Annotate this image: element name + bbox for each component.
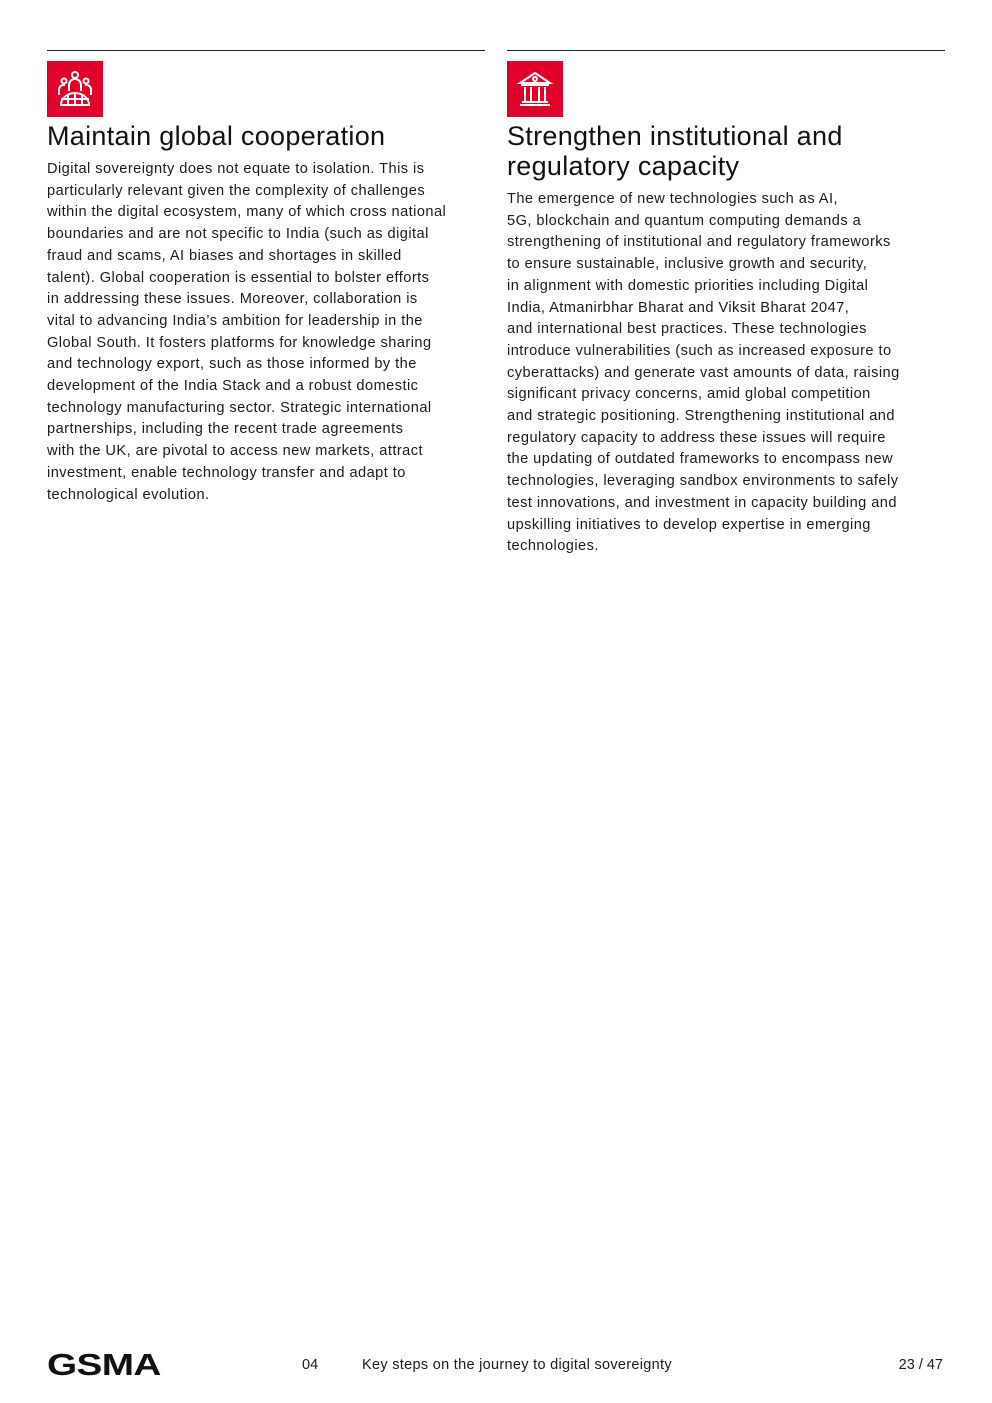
gsma-logo: GSMA bbox=[47, 1347, 161, 1382]
body-line: technological evolution. bbox=[47, 486, 210, 503]
section-global-cooperation bbox=[47, 50, 485, 506]
title-line: regulatory capacity bbox=[507, 151, 740, 181]
body-line: technologies. bbox=[507, 538, 599, 555]
divider bbox=[47, 50, 485, 51]
section-body bbox=[507, 189, 945, 558]
body-line: talent). Global cooperation is essential to bolster efforts bbox=[47, 269, 430, 286]
section-title bbox=[47, 121, 485, 151]
body-line: with the UK, are pivotal to access new markets, attract bbox=[47, 443, 423, 460]
body-line: partnerships, including the recent trade agreements bbox=[47, 421, 404, 438]
divider bbox=[507, 50, 945, 51]
people-globe-icon bbox=[47, 61, 103, 117]
body-line: vital to advancing India’s ambition for leadership in the bbox=[47, 312, 423, 329]
body-line: investment, enable technology transfer and adapt to bbox=[47, 464, 406, 481]
body-line: particularly relevant given the complexity of challenges bbox=[47, 182, 426, 199]
body-line: test innovations, and investment in capacity building and bbox=[507, 494, 897, 511]
body-line: technology manufacturing sector. Strategic international bbox=[47, 399, 432, 416]
body-line: 5G, blockchain and quantum computing demands a bbox=[507, 212, 862, 229]
body-line: within the digital ecosystem, many of which cross national bbox=[47, 204, 447, 221]
page-number: 23 / 47 bbox=[898, 1357, 943, 1373]
body-line: to ensure sustainable, inclusive growth and security, bbox=[507, 256, 868, 273]
body-line: The emergence of new technologies such as AI, bbox=[507, 191, 838, 207]
section-institutional-capacity bbox=[507, 50, 945, 558]
body-line: the updating of outdated frameworks to encompass new bbox=[507, 451, 894, 468]
body-line: and technology export, such as those informed by the bbox=[47, 356, 417, 373]
body-line: strengthening of institutional and regulatory frameworks bbox=[507, 234, 891, 251]
institution-building-icon bbox=[507, 61, 563, 117]
body-line: significant privacy concerns, amid global competition bbox=[507, 386, 871, 403]
chapter-title: Key steps on the journey to digital sovereignty bbox=[362, 1357, 672, 1373]
body-line: fraud and scams, AI biases and shortages in skilled bbox=[47, 247, 402, 264]
title-line: Maintain global cooperation bbox=[47, 121, 386, 151]
body-line: upskilling initiatives to develop expertise in emerging bbox=[507, 516, 871, 533]
body-line: regulatory capacity to address these issues will require bbox=[507, 429, 886, 446]
body-line: in addressing these issues. Moreover, collaboration is bbox=[47, 291, 418, 308]
body-line: introduce vulnerabilities (such as increased exposure to bbox=[507, 342, 892, 359]
body-line: and strategic positioning. Strengthening institutional and bbox=[507, 408, 895, 425]
section-title bbox=[507, 121, 945, 181]
body-line: boundaries and are not specific to India (such as digital bbox=[47, 226, 429, 243]
body-line: India, Atmanirbhar Bharat and Viksit Bharat 2047, bbox=[507, 299, 850, 316]
section-body bbox=[47, 159, 485, 506]
body-line: cyberattacks) and generate vast amounts of data, raising bbox=[507, 364, 900, 381]
body-line: Global South. It fosters platforms for knowledge sharing bbox=[47, 334, 432, 351]
body-line: technologies, leveraging sandbox environments to safely bbox=[507, 473, 899, 490]
body-line: Digital sovereignty does not equate to isolation. This is bbox=[47, 161, 425, 177]
chapter-number: 04 bbox=[302, 1357, 319, 1373]
body-line: in alignment with domestic priorities including Digital bbox=[507, 277, 869, 294]
body-line: development of the India Stack and a robust domestic bbox=[47, 378, 419, 395]
page-footer bbox=[47, 1347, 943, 1382]
title-line: Strengthen institutional and bbox=[507, 121, 843, 151]
body-line: and international best practices. These technologies bbox=[507, 321, 867, 338]
